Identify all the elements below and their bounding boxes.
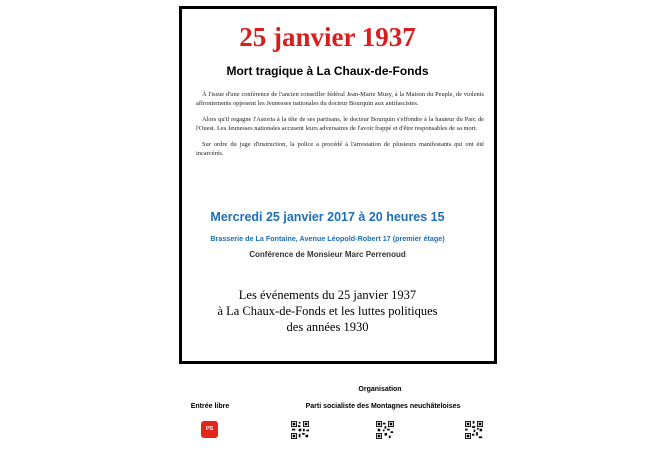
- paragraph: Alors qu'il regagne l'Astoria à la tête de ses partisans, le docteur Bourquin s'effondre à la hauteur du Parc de l'Ouest. Les Jeunesses nationales accusent leurs adversaires de l'avoir frappé et d'être responsables de sa mort.: [196, 116, 484, 132]
- poster-title: 25 janvier 1937: [239, 22, 416, 52]
- event-venue: Brasserie de La Fontaine, Avenue Léopold-Robert 17 (premier étage): [210, 234, 445, 243]
- poster-subtitle: Mort tragique à La Chaux-de-Fonds: [226, 64, 429, 78]
- organisation-heading: Organisation: [358, 386, 402, 393]
- entry-label: Entrée libre: [190, 403, 230, 410]
- qr-code-icon: [465, 421, 483, 439]
- topic-line: des années 1930: [286, 320, 369, 334]
- paragraph: À l'issue d'une conférence de l'ancien conseiller fédéral Jean-Marie Musy, à la Maison du Peuple, de violents affrontements opposent les Jeunesses nationales du docteur Bourquin aux antifascistes.: [196, 91, 484, 107]
- qr-code-icon: [376, 421, 394, 439]
- organisation-name: Parti socialiste des Montagnes neuchâteloises: [305, 403, 461, 410]
- qr-code-icon: [291, 421, 309, 439]
- ps-logo-text: PS: [205, 426, 214, 432]
- event-date: Mercredi 25 janvier 2017 à 20 heures 15: [210, 210, 445, 224]
- paragraph: Sur ordre du juge d'instruction, la police a procédé à l'arrestation de plusieurs manifestants qui ont été incarcérés.: [196, 141, 484, 157]
- topic-line: Les événements du 25 janvier 1937: [238, 288, 417, 302]
- ps-logo: [201, 421, 218, 438]
- description: [196, 90, 484, 165]
- event-speaker: Conférence de Monsieur Marc Perrenoud: [249, 250, 406, 259]
- talk-topic: [0, 287, 655, 335]
- topic-line: à La Chaux-de-Fonds et les luttes politiques: [217, 304, 438, 318]
